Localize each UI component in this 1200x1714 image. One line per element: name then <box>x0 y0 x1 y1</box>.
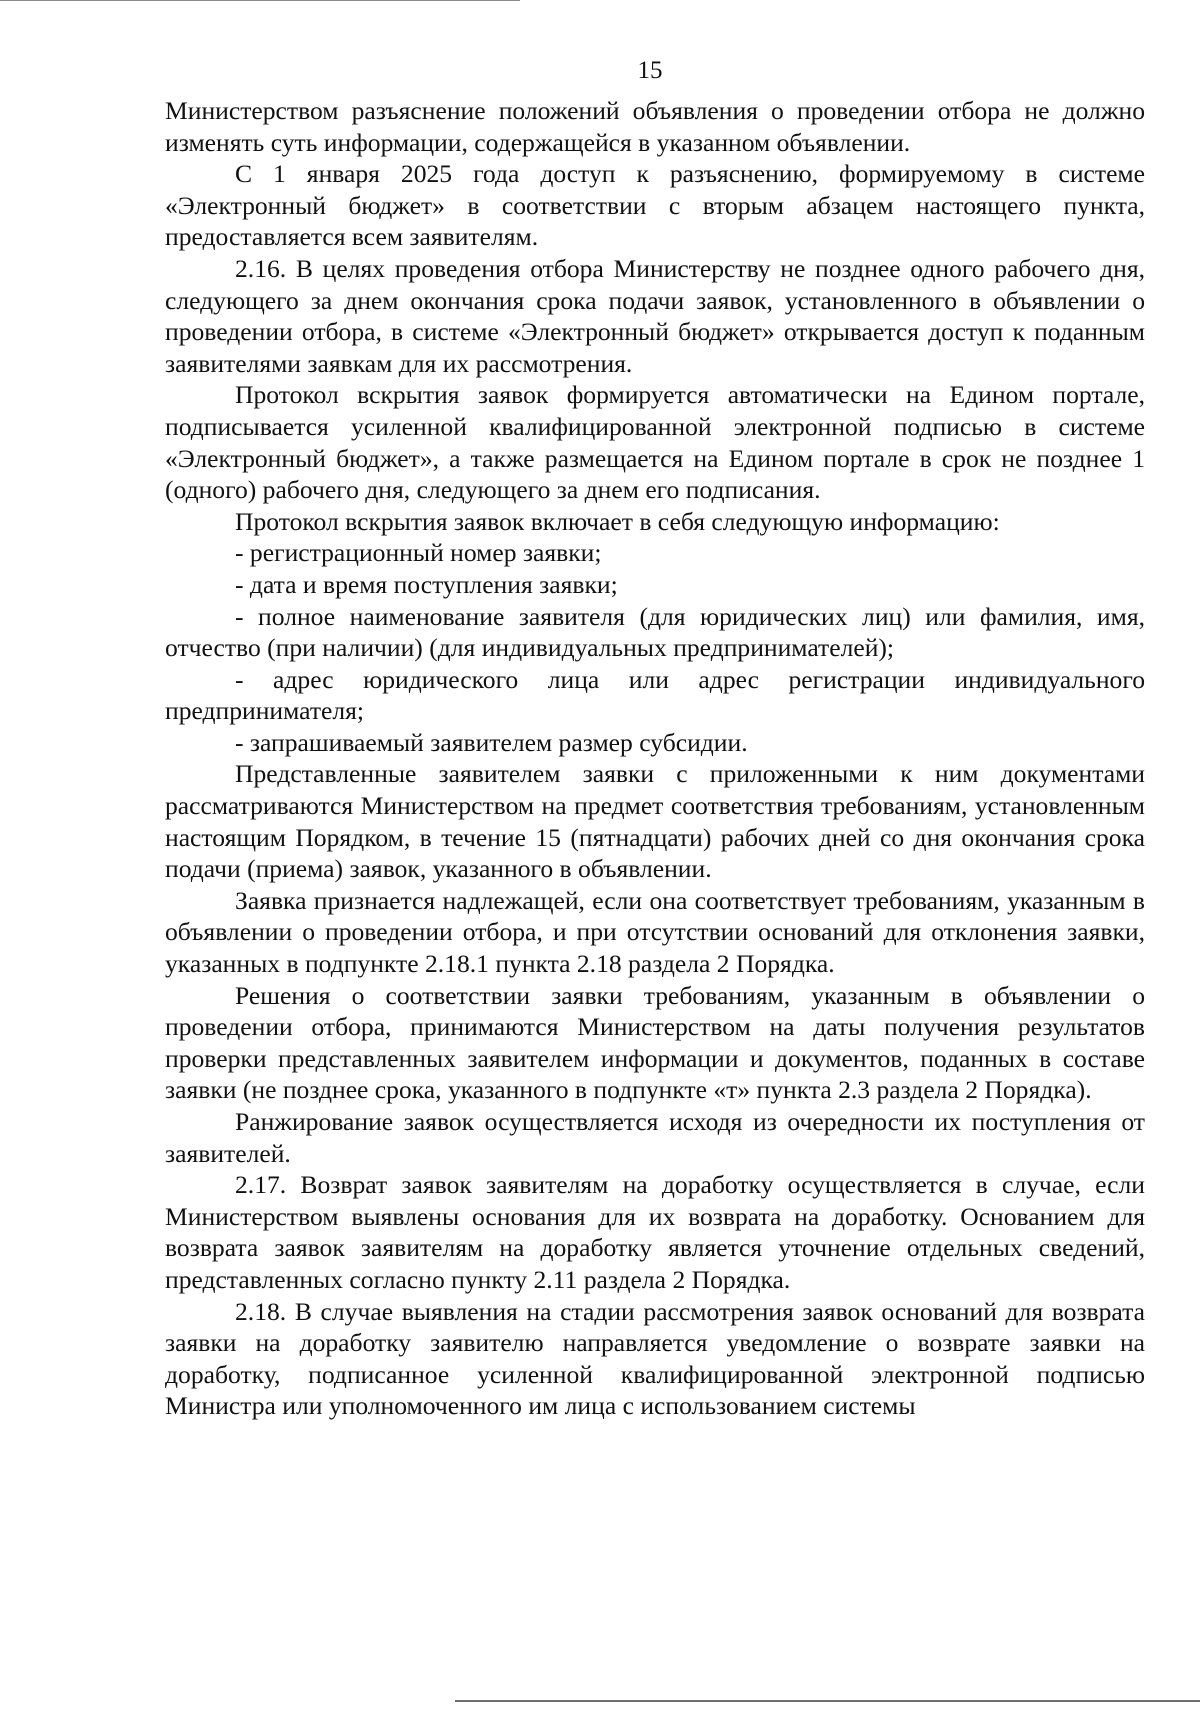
paragraph-continuation: Министерством разъяснение положений объявления о проведении отбора не должно изменять суть информации, содержащейся в указанном объявлении. <box>165 96 1145 157</box>
paragraph-ranking: Ранжирование заявок осуществляется исходя из очередности их поступления от заявителей. <box>165 1107 1145 1168</box>
bottom-scan-edge-line <box>455 1700 1200 1702</box>
paragraph-2-18: 2.18. В случае выявления на стадии рассмотрения заявок оснований для возврата заявки на доработку заявителю направляется уведомление о возврате заявки на доработку, подписанное усиленной квалифицированной электронной подписью Министра или уполномоченного им лица с использованием системы <box>165 1296 1145 1421</box>
list-item-subsidy-amount: - запрашиваемый заявителем размер субсидии. <box>235 727 748 757</box>
list-item-applicant-name: - полное наименование заявителя (для юридических лиц) или фамилия, имя, отчество (при наличии) (для индивидуальных предпринимателей); <box>165 601 1145 663</box>
page-number: 15 <box>637 57 663 84</box>
paragraph-2-17: 2.17. Возврат заявок заявителям на доработку осуществляется в случае, если Министерством выявлены основания для их возврата на доработку. Основанием для возврата заявок заявителям на доработку является уточнение отдельных сведений, представленных согласно пункту 2.11 раздела 2 Порядка. <box>165 1170 1145 1294</box>
paragraph-decisions: Решения о соответствии заявки требованиям, указанным в объявлении о проведении отбора, принимаются Министерством на даты получения результатов проверки представленных заявителем информации и документов, поданных в составе заявки (не позднее срока, указанного в подпункте «т» пункта 2.3 раздела 2 Порядка). <box>165 980 1145 1105</box>
paragraph-clarification-access: С 1 января 2025 года доступ к разъяснению, формируемому в системе «Электронный бюджет» в соответствии с вторым абзацем настоящего пункта, предоставляется всем заявителям. <box>165 159 1145 252</box>
paragraph-review-period: Представленные заявителем заявки с приложенными к ним документами рассматриваются Министерством на предмет соответствия требованиям, установленным настоящим Порядком, в течение 15 (пятнадцати) рабочих дней со дня окончания срока подачи (приема) заявок, указанного в объявлении. <box>165 759 1145 884</box>
paragraph-opening-protocol: Протокол вскрытия заявок формируется автоматически на Едином портале, подписывается усиленной квалифицированной электронной подписью в системе «Электронный бюджет», а также размещается на Едином портале в срок не позднее 1 (одного) рабочего дня, следующего за днем его подписания. <box>165 380 1145 505</box>
paragraph-2-16: 2.16. В целях проведения отбора Министерству не позднее одного рабочего дня, следующего за днем окончания срока подачи заявок, установленного в объявлении о проведении отбора, в системе «Электронный бюджет» открывается доступ к поданным заявителями заявкам для их рассмотрения. <box>165 253 1145 378</box>
list-item-date-time: - дата и время поступления заявки; <box>235 569 618 599</box>
list-item-registration-number: - регистрационный номер заявки; <box>235 538 602 568</box>
paragraph-proper-application: Заявка признается надлежащей, если она соответствует требованиям, указанным в объявлении о проведении отбора, и при отсутствии оснований для отклонения заявки, указанных в подпункте 2.18.1 пункта 2.18 раздела 2 Порядка. <box>165 885 1145 979</box>
paragraph-protocol-contents: Протокол вскрытия заявок включает в себя следующую информацию: <box>235 506 1000 536</box>
list-item-address: - адрес юридического лица или адрес регистрации индивидуального предпринимателя; <box>165 664 1145 726</box>
document-body <box>165 95 1145 1422</box>
